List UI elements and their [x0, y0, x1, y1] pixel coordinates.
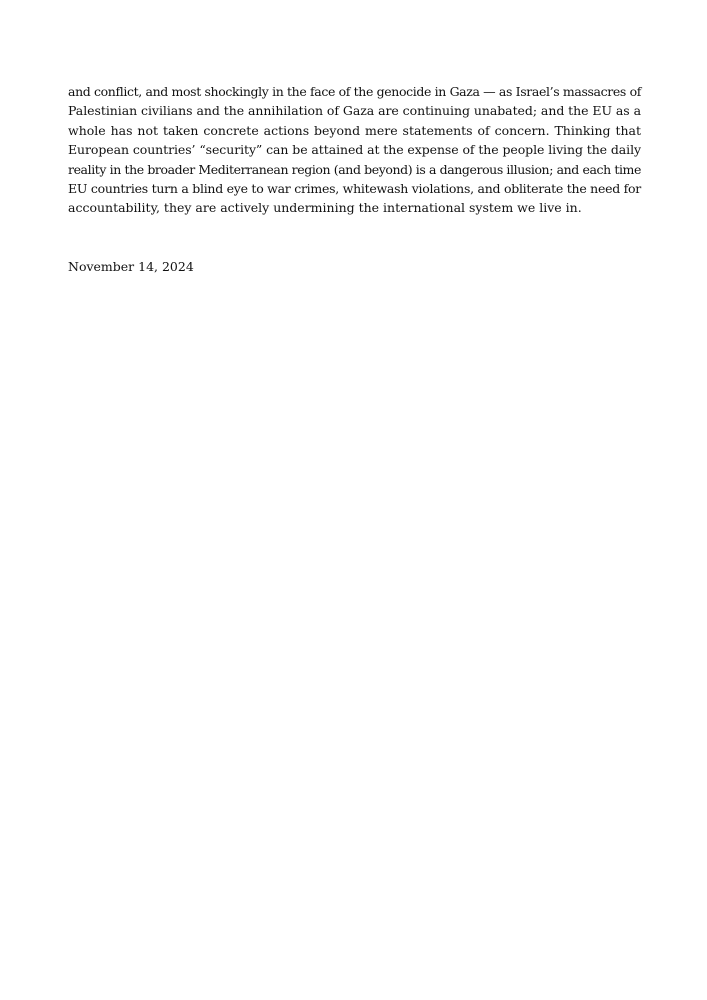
paragraph-line: EU countries turn a blind eye to war crimes, whitewash violations, and obliterate the need for	[68, 181, 641, 197]
paragraph-line: European countries’ “security” can be attained at the expense of the people living the daily	[68, 142, 641, 158]
paragraph-line: Palestinian civilians and the annihilation of Gaza are continuing unabated; and the EU as a	[68, 103, 641, 119]
paragraph-line: reality in the broader Mediterranean region (and beyond) is a dangerous illusion; and each time	[68, 161, 641, 177]
body-paragraph	[68, 82, 641, 218]
paragraph-line: whole has not taken concrete actions beyond mere statements of concern. Thinking that	[68, 122, 641, 138]
document-date: November 14, 2024	[68, 259, 194, 274]
paragraph-line: and conflict, and most shockingly in the face of the genocide in Gaza — as Israel’s massacres of	[68, 84, 641, 99]
paragraph-line: accountability, they are actively undermining the international system we live in.	[68, 200, 582, 216]
